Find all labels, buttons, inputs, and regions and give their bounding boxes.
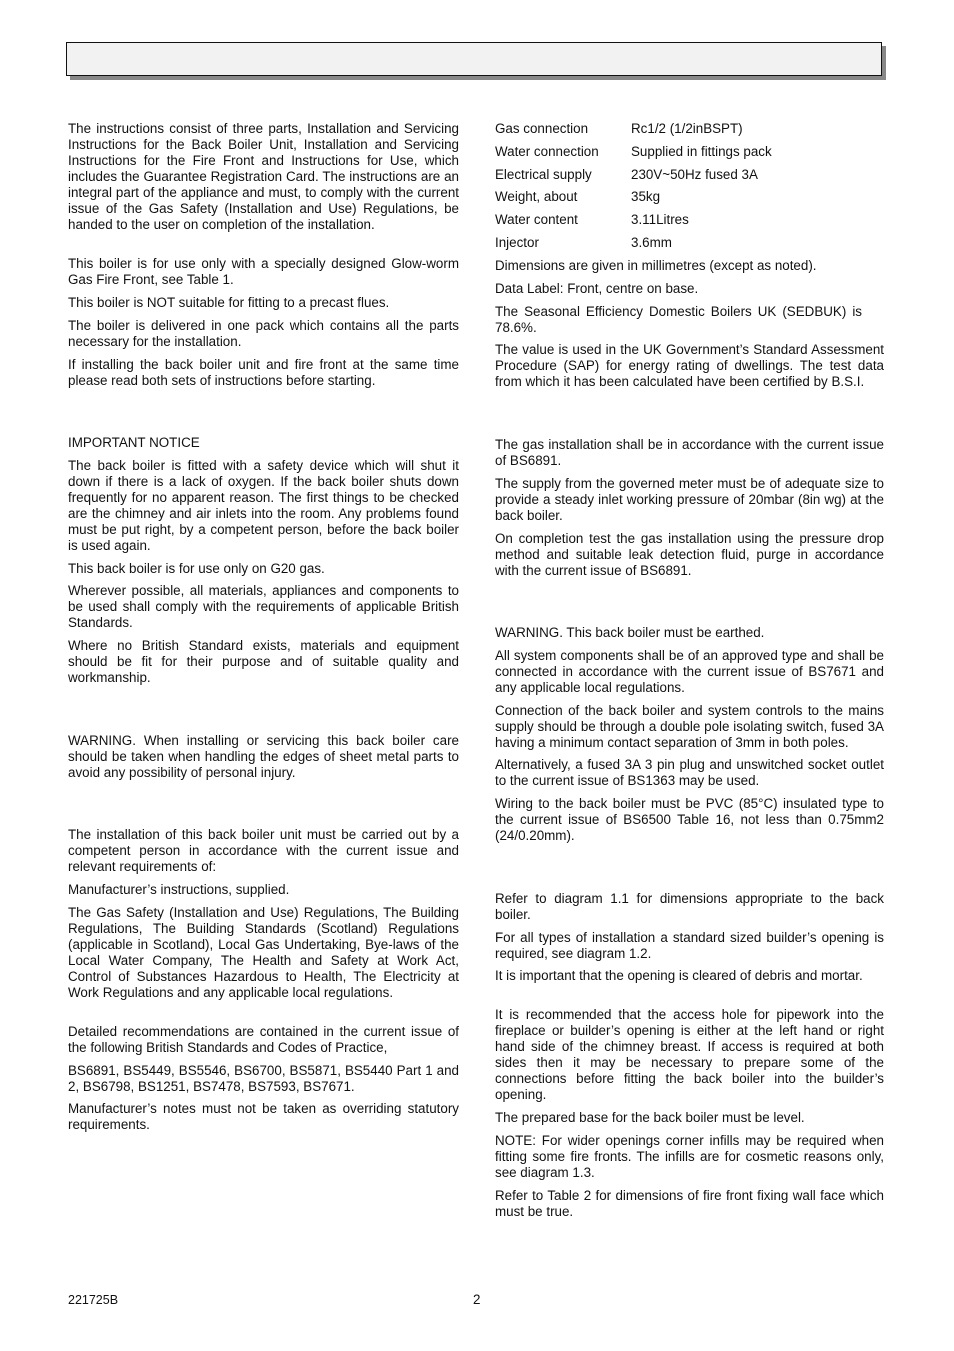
- regulations-paragraph: The Gas Safety (Installation and Use) Regulations, The Building Regulations, The Building Standards (Scotland) Regulations (applicable in Scotland), Local Gas Undertaking, Bye-laws of the Local Water Company, The Health and Safety at Work Act, Control of Substances Hazardous to Health, The Electricity at Work Regulations and any applicable local regulations.: [68, 905, 459, 1000]
- governed-meter-paragraph: The supply from the governed meter must be of adequate size to provide a steady inlet working pressure of 20mbar (8in wg) at the back boiler.: [495, 476, 884, 523]
- access-hole-paragraph: It is recommended that the access hole for pipework into the fireplace or builder’s opening is either at the left hand or right hand side of the chimney breast. If access is required at both sides then it may be necessary to prepare some of the connections before fitting the back boiler into the builder’s opening.: [495, 1007, 884, 1102]
- spec-value: 35kg: [631, 189, 661, 204]
- earthed-warning-paragraph: WARNING. This back boiler must be earthed.: [495, 625, 765, 640]
- spec-value: 3.11Litres: [631, 212, 689, 227]
- spec-label: Water content: [495, 212, 578, 227]
- diagram-1-1-paragraph: Refer to diagram 1.1 for dimensions appropriate to the back boiler.: [495, 891, 884, 922]
- competent-person-paragraph: The installation of this back boiler unit must be carried out by a competent person in accordance with the current issue and relevant requirements of:: [68, 827, 459, 874]
- handling-warning-paragraph: WARNING. When installing or servicing this back boiler care should be taken when handling the edges of sheet metal parts to avoid any possibility of personal injury.: [68, 733, 459, 780]
- spec-label: Electrical supply: [495, 167, 592, 182]
- spec-label: Water connection: [495, 144, 599, 159]
- document-number: 221725B: [68, 1293, 119, 1307]
- spec-row-water-content: [495, 212, 884, 228]
- spec-row-injector: [495, 235, 884, 251]
- g20-gas-paragraph: This back boiler is for use only on G20 gas.: [68, 561, 325, 576]
- sap-paragraph: The value is used in the UK Government’s Standard Assessment Procedure (SAP) for energy rating of dwellings. The test data from which it has been calculated have been certified by B.S.I.: [495, 342, 884, 389]
- spec-value: Supplied in fittings pack: [631, 144, 772, 159]
- precast-flue-paragraph: This boiler is NOT suitable for fitting to a precast flues.: [68, 295, 390, 310]
- recommendations-paragraph: Detailed recommendations are contained in the current issue of the following British Standards and Codes of Practice,: [68, 1024, 459, 1055]
- level-base-paragraph: The prepared base for the back boiler must be level.: [495, 1110, 805, 1125]
- isolating-switch-paragraph: Connection of the back boiler and system controls to the mains supply should be through a double pole isolating switch, fused 3A having a minimum contact separation of 3mm in both poles.: [495, 703, 884, 750]
- page-number: 2: [473, 1292, 481, 1307]
- header-title-box: [66, 42, 882, 76]
- data-label-note: Data Label: Front, centre on base.: [495, 281, 699, 296]
- builders-opening-paragraph: For all types of installation a standard sized builder’s opening is required, see diagram 1.2.: [495, 930, 884, 961]
- spec-label: Injector: [495, 235, 539, 250]
- corner-infills-note: NOTE: For wider openings corner infills may be required when fitting some fire fronts. The infills are for cosmetic reasons only, see diagram 1.3.: [495, 1133, 884, 1180]
- intro-paragraph: The instructions consist of three parts, Installation and Servicing Instructions for the Back Boiler Unit, Installation and Servicing Instructions for the Fire Front and Instructions for Use, which includes the Guarantee Registration Card. The instructions are an integral part of the appliance and must, to comply with the current issue of the Gas Safety (Installation and Use) Regulations, be handed to the user on completion of the installation.: [68, 121, 459, 232]
- manufacturer-instructions-paragraph: Manufacturer’s instructions, supplied.: [68, 882, 290, 897]
- spec-label: Gas connection: [495, 121, 589, 136]
- spec-label: Weight, about: [495, 189, 578, 204]
- spec-row-weight: [495, 189, 884, 205]
- spec-row-water-connection: [495, 144, 884, 160]
- completion-test-paragraph: On completion test the gas installation using the pressure drop method and suitable leak detection fluid, purge in accordance with the current issue of BS6891.: [495, 531, 884, 578]
- system-components-paragraph: All system components shall be of an approved type and shall be connected in accordance with the current issue of BS7671 and any applicable local regulations.: [495, 648, 884, 695]
- statutory-note-paragraph: Manufacturer’s notes must not be taken as overriding statutory requirements.: [68, 1101, 459, 1132]
- no-standard-paragraph: Where no British Standard exists, materials and equipment should be fit for their purpose and of suitable quality and workmanship.: [68, 638, 459, 685]
- gas-installation-paragraph: The gas installation shall be in accordance with the current issue of BS6891.: [495, 437, 884, 468]
- delivery-paragraph: The boiler is delivered in one pack which contains all the parts necessary for the installation.: [68, 318, 459, 349]
- instructions-paragraph: If installing the back boiler unit and fire front at the same time please read both sets of instructions before starting.: [68, 357, 459, 388]
- wiring-paragraph: Wiring to the back boiler must be PVC (85°C) insulated type to the current issue of BS6500 Table 16, not less than 0.75mm2 (24/0.20mm).: [495, 796, 884, 843]
- glow-worm-paragraph: This boiler is for use only with a specially designed Glow-worm Gas Fire Front, see Table 1.: [68, 256, 459, 287]
- dimensions-note: Dimensions are given in millimetres (except as noted).: [495, 258, 817, 273]
- standards-list-paragraph: BS6891, BS5449, BS5546, BS6700, BS5871, BS5440 Part 1 and 2, BS6798, BS1251, BS7478, BS7593, BS7671.: [68, 1063, 459, 1094]
- table-2-paragraph: Refer to Table 2 for dimensions of fire front fixing wall face which must be true.: [495, 1188, 884, 1219]
- safety-device-paragraph: The back boiler is fitted with a safety device which will shut it down if there is a lack of oxygen. If the back boiler shuts down frequently for no apparent reason. The first things to be checked are the chimney and air inlets into the room. Any problems found must be put right, by a competent person, before the back boiler is used again.: [68, 458, 459, 553]
- british-standards-paragraph: Wherever possible, all materials, appliances and components to be used shall comply with the requirements of applicable British Standards.: [68, 583, 459, 630]
- important-notice-heading: IMPORTANT NOTICE: [68, 435, 200, 450]
- spec-row-electrical-supply: [495, 167, 884, 183]
- spec-value: 230V~50Hz fused 3A: [631, 167, 758, 182]
- fused-plug-paragraph: Alternatively, a fused 3A 3 pin plug and unswitched socket outlet to the current issue of BS1363 may be used.: [495, 757, 884, 788]
- sedbuk-paragraph: The Seasonal Efficiency Domestic Boilers UK (SEDBUK) is 78.6%.: [495, 304, 862, 335]
- debris-paragraph: It is important that the opening is cleared of debris and mortar.: [495, 968, 863, 983]
- spec-value: 3.6mm: [631, 235, 672, 250]
- spec-row-gas-connection: [495, 121, 884, 137]
- spec-value: Rc1/2 (1/2inBSPT): [631, 121, 743, 136]
